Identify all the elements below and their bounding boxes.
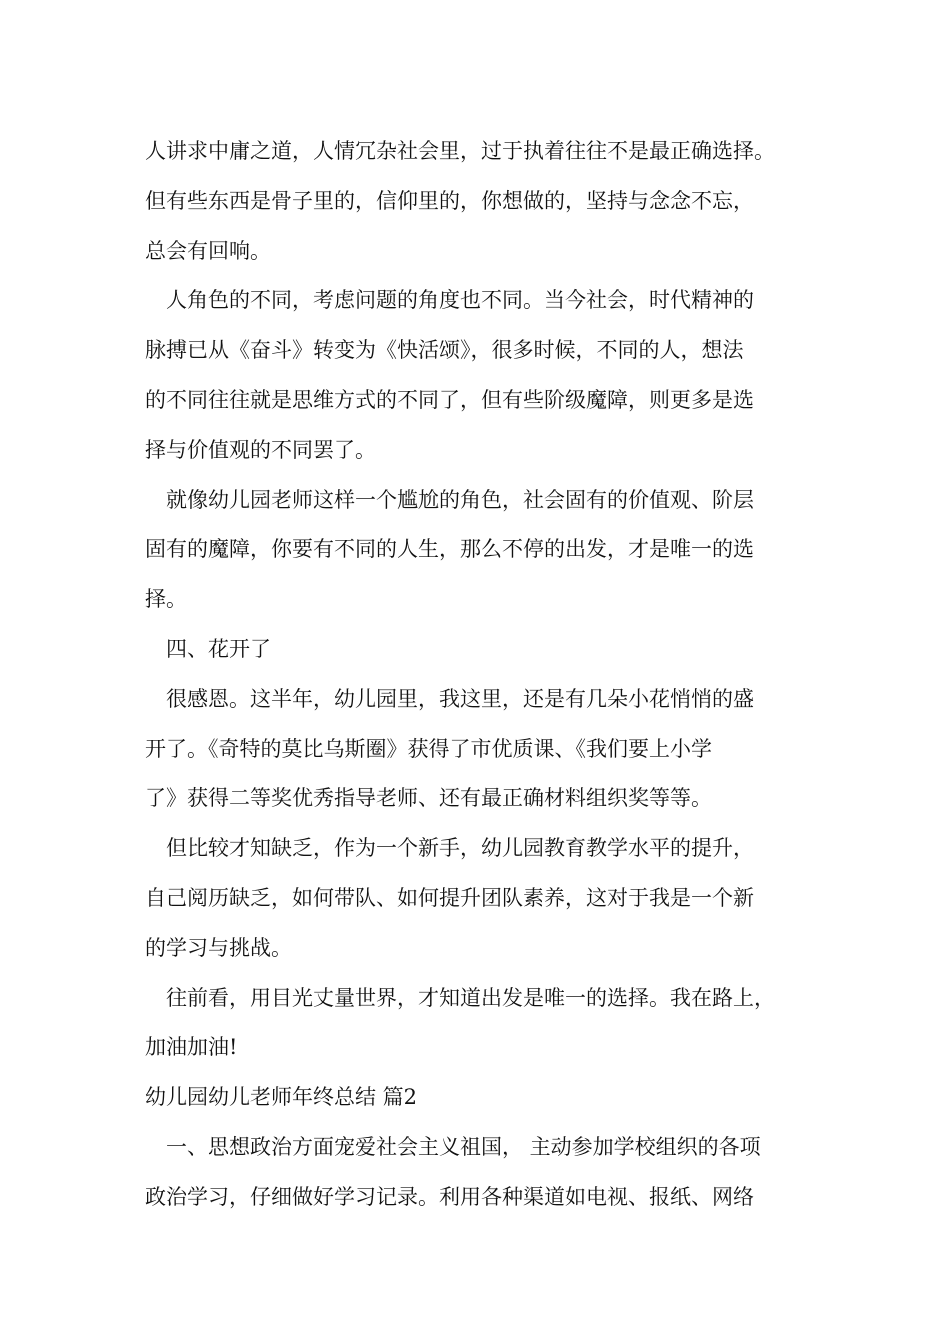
section-heading: 四、花开了 xyxy=(166,636,271,661)
text-line: 择与价值观的不同罢了。 xyxy=(145,437,376,462)
text-line: 很感恩。这半年，幼儿园里，我这里，还是有几朵小花悄悄的盛 xyxy=(166,686,754,711)
text-line: 脉搏已从《奋斗》转变为《快活颂》，很多时候，不同的人，想法 xyxy=(145,338,744,363)
text-line: 加油加油! xyxy=(145,1035,238,1060)
text-line: 政治学习，仔细做好学习记录。利用各种渠道如电视、报纸、网络 xyxy=(145,1184,754,1209)
text-line: 自己阅历缺乏，如何带队、如何提升团队素养，这对于我是一个新 xyxy=(145,885,754,910)
text-line: 往前看，用目光丈量世界，才知道出发是唯一的选择。我在路上， xyxy=(166,985,775,1010)
text-line: 开了。《奇特的莫比乌斯圈》获得了市优质课、《我们要上小学 xyxy=(145,736,712,761)
text-line: 人讲求中庸之道，人情冗杂社会里，过于执着往往不是最正确选择。 xyxy=(145,139,775,163)
text-line: 一、思想政治方面宠爱社会主义祖国， 主动参加学校组织的各项 xyxy=(166,1134,761,1159)
document-body xyxy=(145,127,835,1223)
text-line: 了》获得二等奖优秀指导老师、还有最正确材料组织奖等等。 xyxy=(145,786,712,811)
text-line: 但比较才知缺乏，作为一个新手，幼儿园教育教学水平的提升， xyxy=(166,836,754,861)
text-line: 择。 xyxy=(145,587,187,612)
text-line: 总会有回响。 xyxy=(145,238,271,263)
text-line: 人角色的不同，考虑问题的角度也不同。当今社会，时代精神的 xyxy=(166,288,754,313)
article-title: 幼儿园幼儿老师年终总结 篇2 xyxy=(145,1085,418,1110)
text-line: 但有些东西是骨子里的，信仰里的，你想做的，坚持与念念不忘， xyxy=(145,188,754,213)
text-line: 固有的魔障，你要有不同的人生，那么不停的出发，才是唯一的选 xyxy=(145,537,754,562)
text-line: 就像幼儿园老师这样一个尴尬的角色，社会固有的价值观、阶层 xyxy=(166,487,754,512)
text-line: 的不同往往就是思维方式的不同了，但有些阶级魔障，则更多是选 xyxy=(145,387,754,412)
text-line: 的学习与挑战。 xyxy=(145,935,292,960)
